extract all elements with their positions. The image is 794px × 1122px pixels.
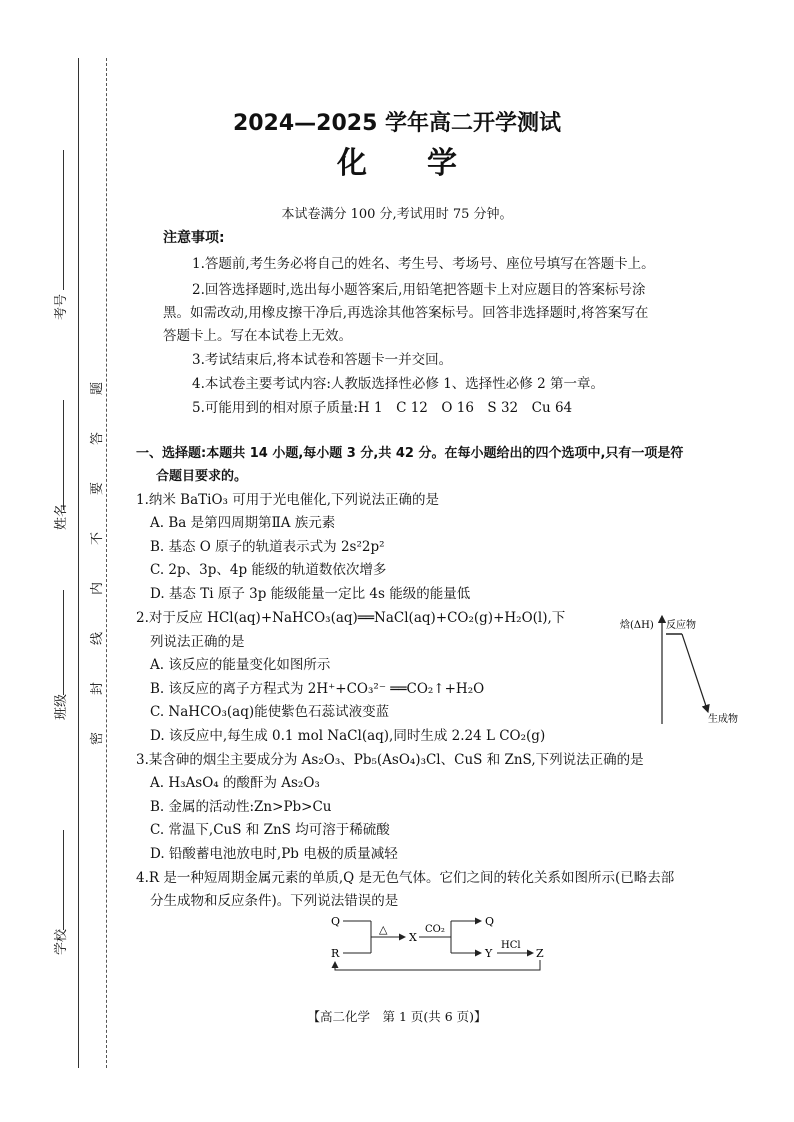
q4-heat-label: △ xyxy=(379,923,388,936)
q4-co2-label: CO₂ xyxy=(425,924,445,935)
q2-stem-2: 列说法正确的是 xyxy=(150,634,245,650)
section1-line1: 一、选择题:本题共 14 小题,每小题 3 分,共 42 分。在每小题给出的四个选项中,只有一项是符 xyxy=(136,446,684,461)
q2-stem-1: 2.对于反应 HCl(aq)+NaHCO₃(aq)══NaCl(aq)+CO₂(g)+H₂O(l),下 xyxy=(136,610,566,626)
q1-option-a: A. Ba 是第四周期第ⅡA 族元素 xyxy=(150,515,336,531)
q1-option-b: B. 基态 O 原子的轨道表示式为 2s²2p² xyxy=(150,539,385,555)
school-label: 学校 xyxy=(54,928,69,955)
exam-info: 本试卷满分 100 分,考试用时 75 分钟。 xyxy=(281,207,513,222)
q1-stem: 1.纳米 BaTiO₃ 可用于光电催化,下列说法正确的是 xyxy=(136,492,440,508)
notice-line-6: 4.本试卷主要考试内容:人教版选择性必修 1、选择性必修 2 第一章。 xyxy=(192,376,604,392)
q1-option-c: C. 2p、3p、4p 能级的轨道数依次增多 xyxy=(150,562,387,578)
q4-node-q-left: Q xyxy=(331,915,341,928)
q2-option-b: B. 该反应的离子方程式为 2H⁺+CO₃²⁻ ══CO₂↑+H₂O xyxy=(150,681,485,697)
q4-node-r: R xyxy=(331,947,340,960)
seal-char-1: 题 xyxy=(90,381,105,395)
q2-option-a: A. 该反应的能量变化如图所示 xyxy=(150,657,331,673)
seal-char-5: 内 xyxy=(90,581,105,595)
name-blank xyxy=(63,400,64,510)
q4-node-q-right: Q xyxy=(485,915,495,928)
q4-conversion-diagram xyxy=(325,910,555,976)
seal-char-3: 要 xyxy=(90,481,105,495)
page-footer: 【高二化学 第 1 页(共 6 页)】 xyxy=(307,1009,487,1024)
q3-option-d: D. 铅酸蓄电池放电时,Pb 电极的质量减轻 xyxy=(150,846,398,862)
q4-stem-1: 4.R 是一种短周期金属元素的单质,Q 是无色气体。它们之间的转化关系如图所示(已略去部 xyxy=(136,870,675,886)
class-label: 班级 xyxy=(54,693,69,720)
notice-line-2: 2.回答选择题时,选出每小题答案后,用铅笔把答题卡上对应题目的答案标号涂 xyxy=(192,282,646,298)
q2-energy-figure xyxy=(620,612,780,732)
notice-line-4: 答题卡上。写在本试卷上无效。 xyxy=(163,328,352,344)
q4-hcl-label: HCl xyxy=(501,940,521,951)
q3-option-a: A. H₃AsO₄ 的酸酐为 As₂O₃ xyxy=(150,775,320,791)
q4-node-x: X xyxy=(409,931,417,944)
notice-line-1: 1.答题前,考生务必将自己的姓名、考生号、考场号、座位号填写在答题卡上。 xyxy=(192,256,655,272)
school-blank xyxy=(63,830,64,930)
seal-char-2: 答 xyxy=(90,431,105,445)
q3-option-b: B. 金属的活动性:Zn>Pb>Cu xyxy=(150,799,332,815)
seal-char-8: 密 xyxy=(90,731,105,745)
notice-line-3: 黑。如需改动,用橡皮擦干净后,再选涂其他答案标号。回答非选择题时,将答案写在 xyxy=(163,305,649,321)
q2-option-d: D. 该反应中,每生成 0.1 mol NaCl(aq),同时生成 2.24 L CO₂(g) xyxy=(150,728,546,744)
subject-title: 化 学 xyxy=(337,146,457,181)
seal-char-6: 线 xyxy=(90,631,105,645)
q2-option-c: C. NaHCO₃(aq)能使紫色石蕊试液变蓝 xyxy=(150,704,390,720)
exam-title: 2024—2025 学年高二开学测试 xyxy=(232,111,562,136)
section1-line2: 合题目要求的。 xyxy=(156,469,248,484)
class-blank xyxy=(63,590,64,695)
q2-fig-energy-arrow xyxy=(682,634,708,712)
q3-option-c: C. 常温下,CuS 和 ZnS 均可溶于稀硫酸 xyxy=(150,822,390,838)
q2-fig-ylabel: 焓(ΔH) xyxy=(620,620,654,631)
q4-node-y: Y xyxy=(485,947,493,960)
notice-line-5: 3.考试结束后,将本试卷和答题卡一并交回。 xyxy=(192,352,453,368)
q4-node-z: Z xyxy=(536,947,544,960)
q2-fig-reactant-label: 反应物 xyxy=(666,620,696,631)
q3-stem: 3.某含砷的烟尘主要成分为 As₂O₃、Pb₅(AsO₄)₃Cl、CuS 和 ZnS,下列说法正确的是 xyxy=(136,752,644,768)
exam-no-label: 考号 xyxy=(54,293,69,320)
notice-heading: 注意事项: xyxy=(163,230,225,246)
name-label: 姓名 xyxy=(54,503,69,530)
seal-char-4: 不 xyxy=(90,531,105,545)
q4-stem-2: 分生成物和反应条件)。下列说法错误的是 xyxy=(150,893,399,909)
notice-line-7: 5.可能用到的相对原子质量:H 1 C 12 O 16 S 32 Cu 64 xyxy=(192,400,573,416)
q2-fig-product-label: 生成物 xyxy=(708,714,738,725)
seal-char-7: 封 xyxy=(90,681,105,695)
q1-option-d: D. 基态 Ti 原子 3p 能级能量一定比 4s 能级的能量低 xyxy=(150,586,471,602)
